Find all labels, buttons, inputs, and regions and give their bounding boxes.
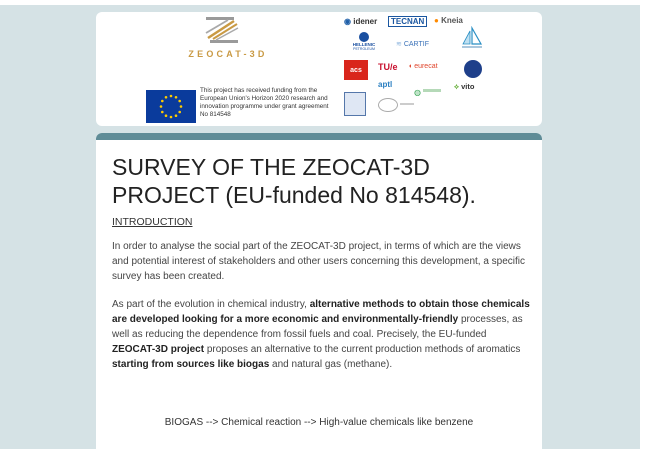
intro-paragraph: In order to analyse the social part of the ZEOCAT-3D project, in terms of which are the views and potential interest of stakeholders and other users concerning this development, a specific survey has been created. — [112, 241, 526, 282]
idener-mark-icon: ◉ — [344, 17, 351, 26]
survey-card — [96, 133, 542, 449]
zeocat-logo-icon — [204, 16, 240, 44]
eurecat-mark-icon: ◖ — [408, 63, 413, 70]
partner-logo-idener: ◉ idener — [344, 17, 378, 26]
partner-logo-circle-icon — [378, 98, 398, 112]
partner-logo-acs: acs — [344, 60, 368, 80]
partner-logo-tue: TU/e — [378, 62, 398, 72]
hellenic-mark-icon — [359, 32, 369, 42]
vito-mark-icon: ⟡ — [454, 82, 459, 91]
partner-logo-cnrs-icon — [464, 60, 482, 78]
partner-logo-sail-icon — [454, 26, 490, 50]
partner-logo-hellenic: HELLENIC PETROLEUM — [346, 32, 382, 51]
evolution-paragraph: As part of the evolution in chemical industry, alternative methods to obtain those chemicals are developed looking for a more economic and environmentally-friendly processes, as well as reducing the dependence from fossil fuels and coal. Precisely, the EU-funded ZEOCAT-3D project proposes an alternative to the current production methods of aromatics starting from sources like biogas and natural gas (methane). — [112, 299, 530, 370]
section-heading: INTRODUCTION — [112, 216, 193, 228]
eu-flag-icon — [146, 90, 196, 123]
partner-logo-cartif: ≋ CARTIF — [396, 41, 429, 48]
kneia-mark-icon: ● — [434, 16, 439, 25]
process-line: BIOGAS --> Chemical reaction --> High-value chemicals like benzene — [164, 417, 474, 428]
partner-logo-tecnan: TECNAN — [388, 16, 427, 27]
cartif-mark-icon: ≋ — [396, 41, 402, 48]
right-edge — [640, 0, 650, 449]
partner-logo-eurecat: ◖ eurecat — [408, 63, 438, 70]
project-name: ZEOCAT-3D — [188, 49, 268, 59]
project-banner — [96, 12, 542, 126]
funding-statement: This project has received funding from the European Union's Horizon 2020 research and innovation programme under grant agreement No 814548 — [200, 87, 329, 118]
survey-title: SURVEY OF THE ZEOCAT-3D PROJECT (EU-funded No 814548). — [112, 154, 476, 208]
partner-logo-line-icon — [400, 103, 414, 105]
partner-logo-aptl: aptl — [378, 80, 393, 89]
partner-logo-kneia: ● Kneia — [434, 16, 463, 25]
partner-logo-building-icon — [344, 92, 366, 116]
partner-logo-vito: ⟡ vito — [454, 82, 475, 91]
card-accent-bar — [96, 133, 542, 140]
partner-logo-green-icon: ◍ — [414, 82, 444, 92]
top-edge — [0, 0, 650, 5]
